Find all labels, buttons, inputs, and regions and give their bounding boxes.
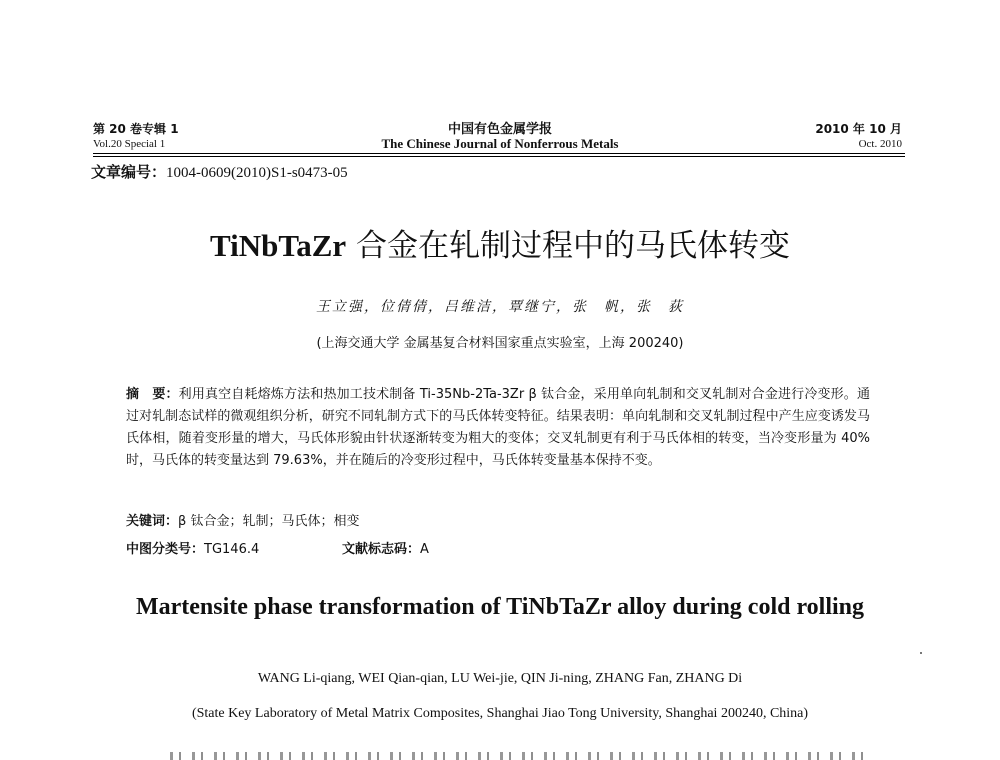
document-code-value: A	[420, 542, 429, 557]
scan-speck	[920, 652, 922, 654]
header-date-en: Oct. 2010	[858, 138, 902, 150]
header-journal-en: The Chinese Journal of Nonferrous Metals	[381, 136, 619, 151]
abstract-label: 摘 要：	[126, 387, 179, 402]
header-date-cn: 2010 年 10 月	[815, 122, 902, 136]
header-volume-en: Vol.20 Special 1	[93, 138, 166, 150]
title-english: Martensite phase transformation of TiNbTaZr alloy during cold rolling	[135, 594, 865, 620]
authors-english: WANG Li-qiang, WEI Qian-qian, LU Wei-jie, QIN Ji-ning, ZHANG Fan, ZHANG Di	[257, 671, 743, 686]
abstract	[126, 384, 870, 472]
keywords-label: 关键词：	[126, 514, 179, 529]
article-number	[91, 161, 348, 182]
title-chinese	[0, 220, 1000, 265]
classification-label: 中图分类号：	[126, 542, 205, 557]
article-number-value: 1004-0609(2010)S1-s0473-05	[166, 165, 348, 181]
authors-chinese: 王立强，位倩倩，吕维洁，覃继宁，张 帆，张 荻	[316, 299, 684, 315]
header-journal-cn: 中国有色金属学报	[447, 122, 552, 137]
header-rule-top	[93, 153, 905, 154]
classification-number	[126, 538, 259, 557]
keywords-value: β 钛合金；轧制；马氏体；相变	[178, 514, 360, 529]
cut-off-text-line	[170, 752, 870, 760]
header-volume-cn: 第 20 卷专辑 1	[93, 122, 179, 136]
affiliation-chinese: (上海交通大学 金属基复合材料国家重点实验室，上海 200240)	[316, 336, 684, 351]
article-number-label: 文章编号：	[91, 163, 167, 181]
affiliation-english: (State Key Laboratory of Metal Matrix Composites, Shanghai Jiao Tong University, Shanghai 200240, China)	[191, 706, 809, 721]
abstract-text: 利用真空自耗熔炼方法和热加工技术制备 Ti-35Nb-2Ta-3Zr β 钛合金，采用单向轧制和交叉轧制对合金进行冷变形。通过对轧制态试样的微观组织分析，研究不同轧制方式下的马氏体转变特征。结果表明：单向轧制和交叉轧制过程中产生应变诱发马氏体相，随着变形量的增大，马氏体形貌由针状逐渐转变为粗大的变体；交叉轧制更有利于马氏体相的转变，当冷变形量为 40%时，马氏体的转变量达到 79.63%，并在随后的冷变形过程中，马氏体转变量基本保持不变。	[126, 387, 870, 468]
keywords	[126, 510, 359, 529]
document-code	[342, 538, 429, 557]
title-chinese-text: 合金在轧制过程中的马氏体转变	[346, 228, 790, 264]
classification-value: TG146.4	[204, 542, 260, 557]
document-code-label: 文献标志码：	[342, 542, 421, 557]
header-rule-bottom	[93, 156, 905, 157]
title-chinese-alloy: TiNbTaZr	[210, 228, 347, 263]
